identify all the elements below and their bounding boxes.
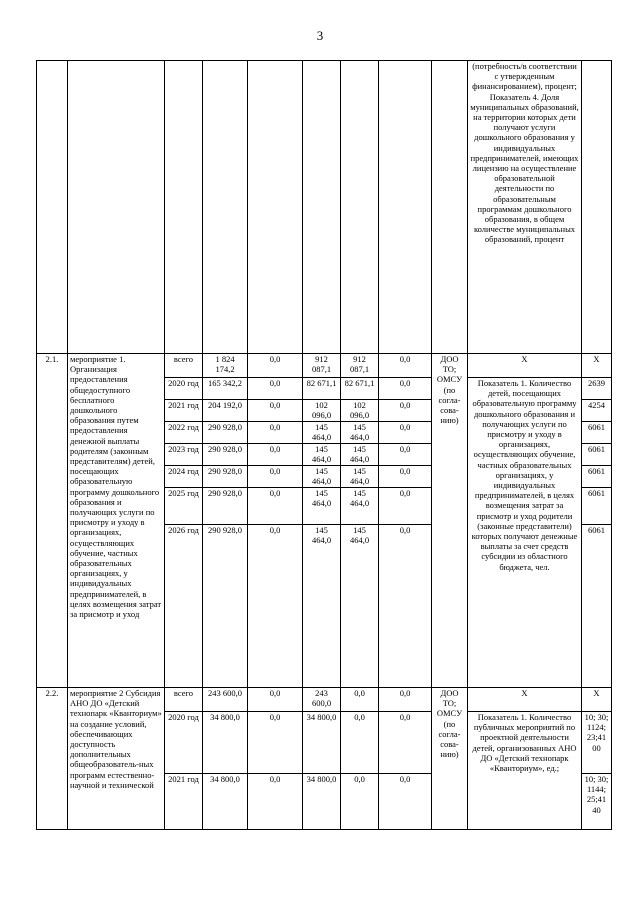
other-cell: 0,0 [379,400,432,422]
indicator-text: Показатель 1. Количество детей, посещающих образовательную программу дошкольного образования и получающих услуги по присмотру и уходу в организациях, осуществляющих обучение, частных образовательных организациях, у индивидуальных предпринимателей, в целях возмещения затрат за присмотр и уход родители (законные представители) которых получают денежные выплаты за счет средств субсидии из областного бюджета, чел. [468,378,582,688]
other-cell: 0,0 [379,774,432,830]
indicator-text: Показатель 1. Количество публичных мероприятий по проектной деятельности детей, организованных АНО ДО «Детский технопарк «Кванториум», ед.; [468,712,582,830]
value-cell: Х [582,354,612,378]
other-cell: 0,0 [379,444,432,466]
local-cell: 102 096,0 [341,400,379,422]
indicator-text: (потребность/в соответствии с утвержденным финансированием), процент; Показатель 4. Доля муниципальных образований, на территории которых дети получают услуги дошкольного образования у индивидуальных предпринимателей, имеющих лицензию на осуществление образовательной деятельности по образовательным программам дошкольного образования, в общем количестве муниципальных образований, процент [468,61,582,354]
federal-cell: 0,0 [248,422,303,444]
total-cell: 290 928,0 [203,444,248,466]
value-cell: 6061 [582,466,612,488]
regional-cell: 102 096,0 [303,400,341,422]
federal-cell: 0,0 [248,400,303,422]
federal-cell: 0,0 [248,488,303,525]
regional-cell: 145 464,0 [303,488,341,525]
other-cell: 0,0 [379,688,432,712]
regional-cell: 145 464,0 [303,466,341,488]
total-cell: 34 800,0 [203,774,248,830]
regional-cell: 145 464,0 [303,525,341,688]
table-row-continuation [37,61,612,354]
year-cell: 2026 год [165,525,203,688]
other-cell: 0,0 [379,354,432,378]
total-cell: 34 800,0 [203,712,248,774]
row-number: 2.2. [37,688,68,830]
value-cell: 6061 [582,525,612,688]
measure-name: мероприятие 1. Организация предоставления общедоступного бесплатного дошкольного образования путем предоставления денежной выплаты родителям (законным представителям) детей, посещающих образовательную программу дошкольного образования и получающих услуги по присмотру и уходу в организациях, осуществляющих обучение, частных образовательных организациях, у индивидуальных предпринимателей, в целях возмещения затрат за присмотр и уход [68,354,165,688]
other-cell: 0,0 [379,488,432,525]
year-cell: всего [165,354,203,378]
local-cell: 145 464,0 [341,466,379,488]
total-cell: 1 824 174,2 [203,354,248,378]
federal-cell: 0,0 [248,688,303,712]
other-cell: 0,0 [379,712,432,774]
local-cell: 0,0 [341,712,379,774]
other-cell: 0,0 [379,525,432,688]
local-cell: 145 464,0 [341,488,379,525]
year-cell: 2024 год [165,466,203,488]
value-cell: 10; 30; 1144; 25;41 40 [582,774,612,830]
year-cell: 2021 год [165,400,203,422]
year-cell: всего [165,688,203,712]
executor-cell: ДОО ТО; ОМСУ (по согла-сова-нию) [432,688,468,830]
regional-cell: 145 464,0 [303,444,341,466]
total-cell: 243 600,0 [203,688,248,712]
measure-name: мероприятие 2 Субсидия АНО ДО «Детский технопарк «Кванториум» на создание условий, обеспечивающих доступность дополнительных общеобразователь-ных программ естественно-научной и технической [68,688,165,830]
regional-cell: 34 800,0 [303,712,341,774]
year-cell: 2023 год [165,444,203,466]
regional-cell: 243 600,0 [303,688,341,712]
local-cell: 145 464,0 [341,525,379,688]
regional-cell: 82 671,1 [303,378,341,400]
table-row [37,354,612,378]
local-cell: 0,0 [341,688,379,712]
other-cell: 0,0 [379,422,432,444]
total-cell: 290 928,0 [203,422,248,444]
other-cell: 0,0 [379,466,432,488]
federal-cell: 0,0 [248,525,303,688]
row-number: 2.1. [37,354,68,688]
value-cell: Х [582,688,612,712]
year-cell: 2020 год [165,378,203,400]
program-table [36,60,612,830]
value-cell: 2639 [582,378,612,400]
regional-cell: 912 087,1 [303,354,341,378]
total-cell: 165 342,2 [203,378,248,400]
regional-cell: 34 800,0 [303,774,341,830]
total-cell: 290 928,0 [203,488,248,525]
indicator-header: Х [468,688,582,712]
local-cell: 145 464,0 [341,422,379,444]
federal-cell: 0,0 [248,444,303,466]
total-cell: 290 928,0 [203,466,248,488]
year-cell: 2025 год [165,488,203,525]
table-row [37,688,612,712]
federal-cell: 0,0 [248,378,303,400]
year-cell: 2021 год [165,774,203,830]
regional-cell: 145 464,0 [303,422,341,444]
executor-cell: ДОО ТО; ОМСУ (по согла-сова-нию) [432,354,468,688]
page-number: 3 [316,28,324,43]
value-cell: 6061 [582,488,612,525]
total-cell: 204 192,0 [203,400,248,422]
local-cell: 82 671,1 [341,378,379,400]
local-cell: 145 464,0 [341,444,379,466]
value-cell: 6061 [582,422,612,444]
local-cell: 912 087,1 [341,354,379,378]
federal-cell: 0,0 [248,774,303,830]
value-cell: 10; 30; 1124; 23;41 00 [582,712,612,774]
value-cell: 4254 [582,400,612,422]
year-cell: 2022 год [165,422,203,444]
total-cell: 290 928,0 [203,525,248,688]
other-cell: 0,0 [379,378,432,400]
value-cell: 6061 [582,444,612,466]
indicator-header: Х [468,354,582,378]
year-cell: 2020 год [165,712,203,774]
federal-cell: 0,0 [248,466,303,488]
federal-cell: 0,0 [248,712,303,774]
federal-cell: 0,0 [248,354,303,378]
local-cell: 0,0 [341,774,379,830]
